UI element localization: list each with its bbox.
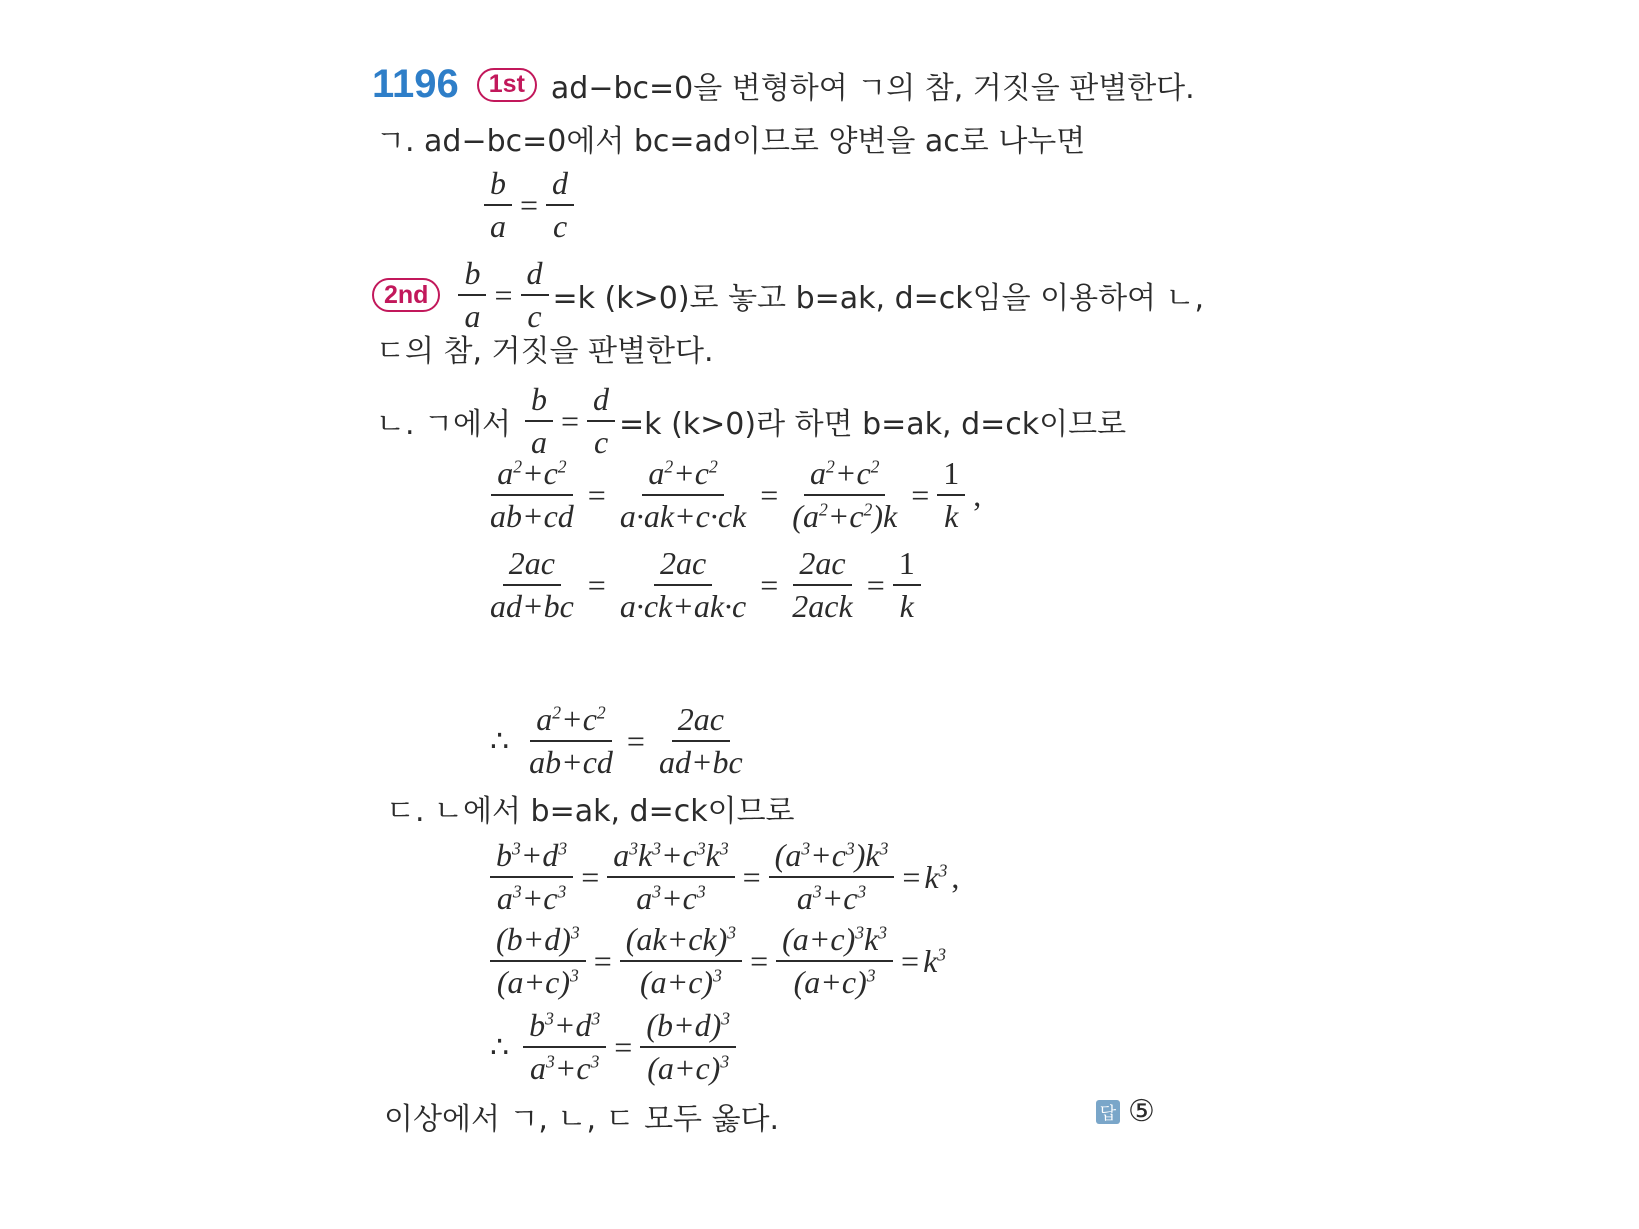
equation-b2: $\frac{2ac}{ad+bc}$ = $\frac{2ac}{a\cdot ck+ak\cdot c}$ = $\frac{2ac}{\text{2ack}}$ = $\frac{1}{k}$ bbox=[480, 546, 925, 625]
step-a-text: ㄱ. ad−bc=0에서 bc=ad이므로 양변을 ac로 나누면 bbox=[376, 124, 1086, 159]
conclusion-text: 이상에서 ㄱ, ㄴ, ㄷ 모두 옳다. bbox=[384, 1102, 780, 1137]
problem-header bbox=[372, 62, 1195, 107]
problem-number: 1196 bbox=[372, 62, 459, 106]
answer-box bbox=[1096, 1094, 1155, 1129]
step2-text-cont: ㄷ의 참, 거짓을 판별한다. bbox=[376, 334, 714, 369]
therefore-icon: ∴ bbox=[490, 1029, 510, 1065]
step-tag-2nd: 2nd bbox=[372, 278, 440, 312]
step-b-prefix: ㄴ. ㄱ에서 bbox=[376, 407, 511, 443]
step-c-text: ㄷ. ㄴ에서 b=ak, d=ck이므로 bbox=[386, 794, 795, 829]
equation-ratio-2: $\frac{b}{a}$ = $\frac{d}{c}$ bbox=[454, 256, 552, 335]
equation-c1: $\frac{b^3+d^3}{a^3+c^3}$ = $\frac{a^3k^3+c^3k^3}{a^3+c^3}$ = $\frac{(a^3+c^3)k^3}{a^3+c^3}$ = $k^3$ , bbox=[486, 838, 963, 917]
answer-value: ⑤ bbox=[1128, 1094, 1155, 1129]
step2-line bbox=[372, 256, 1204, 335]
step-b-line bbox=[376, 382, 1126, 461]
equation-c-conclusion: ∴ $\frac{b^3+d^3}{a^3+c^3}$ = $\frac{(b+d)^3}{(a+c)^3}$ bbox=[490, 1008, 740, 1087]
equation-b-conclusion: ∴ $\frac{a^2+c^2}{ab+cd}$ = $\frac{2ac}{ad+bc}$ bbox=[490, 701, 743, 780]
step1-text: ad−bc=0을 변형하여 ㄱ의 참, 거짓을 판별한다. bbox=[550, 70, 1195, 106]
step2-text: =k (k>0)로 놓고 b=ak, d=ck임을 이용하여 ㄴ, bbox=[552, 281, 1205, 317]
step-tag-1st: 1st bbox=[477, 68, 537, 102]
therefore-icon: ∴ bbox=[490, 723, 510, 759]
equation-ratio: $\frac{b}{a}$ = $\frac{d}{c}$ bbox=[480, 166, 578, 245]
equation-ratio-3: $\frac{b}{a}$ = $\frac{d}{c}$ bbox=[521, 382, 619, 461]
equation-c2: $\frac{(b+d)^3}{(a+c)^3}$ = $\frac{(ak+ck)^3}{(a+c)^3}$ = $\frac{(a+c)^3k^3}{(a+c)^3}$ = $k^3$ bbox=[486, 922, 946, 1001]
equation-b1: $\frac{a^2+c^2}{ab+cd}$ = $\frac{a^2+c^2}{a\cdot ak+c\cdot ck}$ = $\frac{a^2+c^2}{(a^2+c^2)k}$ = $\frac{1}{k}$ , bbox=[490, 455, 982, 534]
step-b-suffix: =k (k>0)라 하면 b=ak, d=ck이므로 bbox=[619, 407, 1127, 443]
answer-icon: 답 bbox=[1096, 1100, 1120, 1124]
